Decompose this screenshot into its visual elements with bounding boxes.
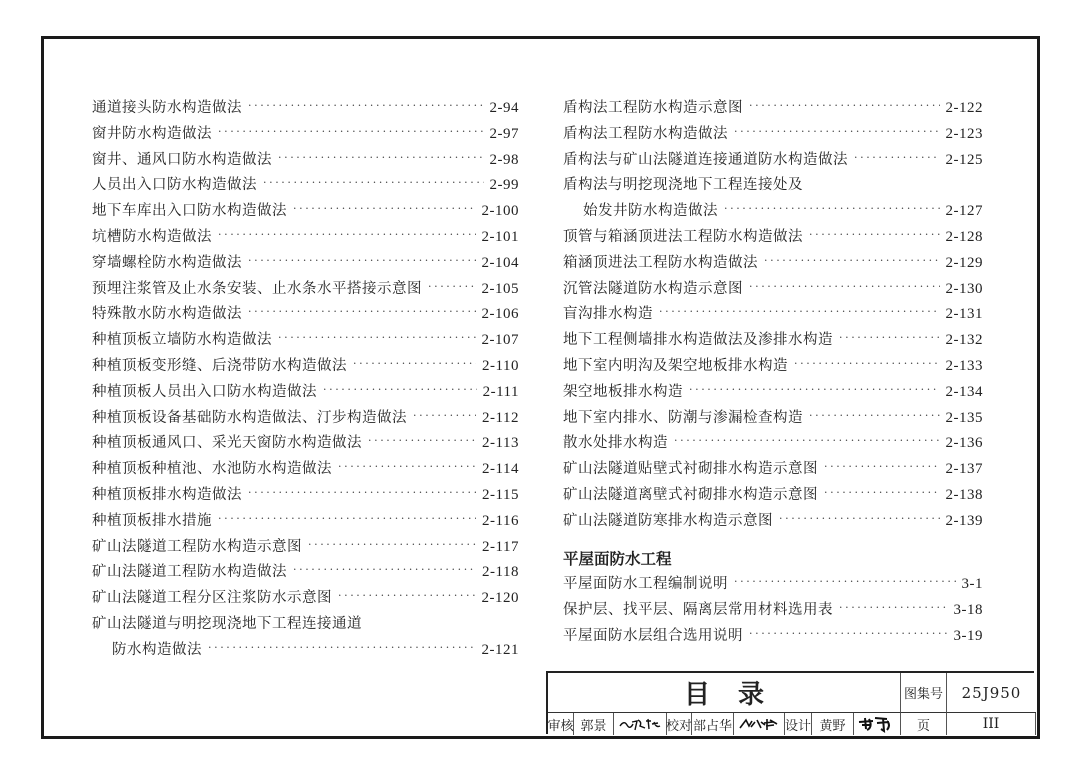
toc-entry-page: 2-107: [481, 332, 519, 349]
title-block: [546, 671, 1034, 734]
dot-leader: [263, 170, 484, 196]
dot-leader: [749, 621, 948, 647]
toc-entry-page: 2-125: [945, 151, 983, 168]
toc-entry-title: 始发井防水构造做法: [583, 203, 718, 220]
toc-entry-page: 2-121: [481, 641, 519, 658]
toc-entry-page: 2-115: [482, 486, 519, 503]
toc-entry-page: 2-101: [481, 228, 519, 245]
toc-entry-page: 2-133: [945, 357, 983, 374]
toc-entry-page: 2-97: [489, 125, 519, 142]
dot-leader: [218, 222, 476, 248]
toc-entry[interactable]: [92, 586, 519, 612]
toc-entry-title: 矿山法隧道工程防水构造示意图: [92, 538, 302, 555]
toc-entry-page: 2-94: [489, 100, 519, 116]
toc-entry-title: 穿墙螺栓防水构造做法: [92, 254, 242, 271]
toc-entry-title: 地下工程侧墙排水构造做法及渗排水构造: [563, 332, 833, 349]
toc-entry-title: 窗井、通风口防水构造做法: [92, 151, 272, 168]
dot-leader: [323, 377, 477, 403]
dot-leader: [734, 569, 956, 595]
dot-leader: [278, 325, 476, 351]
dot-leader: [353, 351, 476, 377]
toc-entry-title: 人员出入口防水构造做法: [92, 177, 257, 194]
drawing-title: 目录: [548, 673, 901, 713]
dot-leader: [248, 93, 484, 119]
toc-entry-continuation[interactable]: [92, 638, 519, 664]
toc-entry-page: 2-120: [481, 590, 519, 607]
toc-entry-title: 坑槽防水构造做法: [92, 228, 212, 245]
dot-leader: [308, 532, 476, 558]
toc-entry-title: 盾构法与明挖现浇地下工程连接处及: [563, 177, 803, 194]
dot-leader: [854, 145, 940, 171]
toc-entry-title: 种植顶板通风口、采光天窗防水构造做法: [92, 435, 362, 452]
dot-leader: [278, 145, 484, 171]
dot-leader: [218, 119, 484, 145]
check-label: 校对: [667, 713, 692, 735]
toc-entry[interactable]: [563, 509, 983, 535]
dot-leader: [839, 325, 940, 351]
toc-entry-page: 2-110: [482, 357, 519, 374]
toc-entry-title: 特殊散水防水构造做法: [92, 306, 242, 323]
toc-entry-title: 预埋注浆管及止水条安装、止水条水平搭接示意图: [92, 280, 422, 297]
toc-entry-page: 2-111: [482, 383, 519, 400]
design-name: 黄野: [812, 713, 854, 735]
toc-entry-title: 架空地板排水构造: [563, 383, 683, 400]
toc-entry[interactable]: [563, 624, 983, 650]
toc-entry-title: 盾构法与矿山法隧道连接通道防水构造做法: [563, 151, 848, 168]
toc-entry-page: 2-130: [945, 280, 983, 297]
atlas-number-value: 25J950: [947, 673, 1036, 713]
toc-entry-page: 2-122: [945, 100, 983, 116]
dot-leader: [794, 351, 940, 377]
dot-leader: [368, 428, 476, 454]
toc-entry-title: 通道接头防水构造做法: [92, 100, 242, 116]
design-label: 设计: [785, 713, 812, 735]
toc-entry-page: 2-106: [481, 306, 519, 323]
toc-entry-page: 2-134: [945, 383, 983, 400]
review-name: 郭景: [574, 713, 614, 735]
review-signature: [614, 713, 667, 735]
toc-entry-title: 种植顶板排水措施: [92, 512, 212, 529]
dot-leader: [208, 635, 476, 661]
toc-entry-page: 2-123: [945, 125, 983, 142]
toc-entry-title: 窗井防水构造做法: [92, 125, 212, 142]
toc-entry-title: 沉管法隧道防水构造示意图: [563, 280, 743, 297]
page-label: 页: [901, 713, 947, 735]
toc-entry-page: 3-19: [953, 627, 983, 644]
toc-entry-title: 种植顶板种植池、水池防水构造做法: [92, 461, 332, 478]
toc-entry-page: 2-132: [945, 332, 983, 349]
dot-leader: [248, 480, 476, 506]
dot-leader: [338, 454, 476, 480]
toc-entry-title: 种植顶板变形缝、后浇带防水构造做法: [92, 357, 347, 374]
toc-entry-title: 箱涵顶进法工程防水构造做法: [563, 254, 758, 271]
toc-entry-title: 矿山法隧道与明挖现浇地下工程连接通道: [92, 615, 362, 632]
toc-entry-page: 2-131: [945, 306, 983, 323]
dot-leader: [338, 583, 476, 609]
toc-entry-page: 2-136: [945, 435, 983, 452]
check-name: 部占华: [692, 713, 734, 735]
toc-entry-page: 2-116: [482, 512, 519, 529]
dot-leader: [674, 428, 940, 454]
toc-entry-page: 2-100: [481, 203, 519, 220]
toc-entry-title: 散水处排水构造: [563, 435, 668, 452]
dot-leader: [724, 196, 940, 222]
toc-entry-page: 2-117: [482, 538, 519, 555]
toc-entry-page: 3-1: [961, 576, 983, 593]
toc-entry-title: 盲沟排水构造: [563, 306, 653, 323]
dot-leader: [428, 274, 476, 300]
toc-entry-page: 2-128: [945, 228, 983, 245]
toc-entry-title: 矿山法隧道贴壁式衬砌排水构造示意图: [563, 461, 818, 478]
toc-entry-title: 矿山法隧道工程分区注浆防水示意图: [92, 590, 332, 607]
dot-leader: [293, 196, 476, 222]
toc-entry-page: 2-113: [482, 435, 519, 452]
review-label: 审核: [548, 713, 574, 735]
toc-entry-title: 种植顶板排水构造做法: [92, 486, 242, 503]
toc-entry-title: 防水构造做法: [112, 641, 202, 658]
toc-entry-title: 地下室内明沟及架空地板排水构造: [563, 357, 788, 374]
dot-leader: [659, 299, 940, 325]
toc-entry-title: 盾构法工程防水构造示意图: [563, 100, 743, 116]
toc-entry-page: 2-98: [489, 151, 519, 168]
toc-entry-page: 2-137: [945, 461, 983, 478]
toc-entry-title: 矿山法隧道离壁式衬砌排水构造示意图: [563, 486, 818, 503]
toc-entry-page: 2-135: [945, 409, 983, 426]
toc-entry-title: 种植顶板立墙防水构造做法: [92, 332, 272, 349]
toc-entry[interactable]: [563, 148, 983, 174]
toc-entry-page: 2-127: [945, 203, 983, 220]
toc-entry-title: 地下室内排水、防潮与渗漏检查构造: [563, 409, 803, 426]
toc-entry-title: 顶管与箱涵顶进法工程防水构造做法: [563, 228, 803, 245]
toc-entry-page: 2-104: [481, 254, 519, 271]
toc-entry-page: 2-118: [482, 564, 519, 581]
toc-entry-title: 矿山法隧道工程防水构造做法: [92, 564, 287, 581]
dot-leader: [764, 248, 940, 274]
dot-leader: [824, 454, 940, 480]
toc-entry-title: 种植顶板人员出入口防水构造做法: [92, 383, 317, 400]
toc-entry-page: 2-99: [489, 177, 519, 194]
dot-leader: [689, 377, 940, 403]
toc-entry-title: 矿山法隧道防寒排水构造示意图: [563, 512, 773, 529]
toc-entry-title: 平屋面防水层组合选用说明: [563, 627, 743, 644]
page-number: III: [947, 713, 1036, 735]
dot-leader: [749, 274, 940, 300]
dot-leader: [248, 248, 476, 274]
design-signature: [854, 713, 901, 735]
dot-leader: [839, 595, 948, 621]
toc-entry-title: 种植顶板设备基础防水构造做法、汀步构造做法: [92, 409, 407, 426]
dot-leader: [824, 480, 940, 506]
toc-entry-title: 平屋面防水工程编制说明: [563, 576, 728, 593]
dot-leader: [734, 119, 940, 145]
toc-entry-title: 地下车库出入口防水构造做法: [92, 203, 287, 220]
toc-entry-title: 保护层、找平层、隔离层常用材料选用表: [563, 602, 833, 619]
toc-entry-page: 2-139: [945, 512, 983, 529]
toc-entry-page: 2-112: [482, 409, 519, 426]
toc-left-column: [92, 96, 519, 664]
toc-entry-page: 3-18: [953, 602, 983, 619]
dot-leader: [248, 299, 476, 325]
dot-leader: [779, 506, 940, 532]
check-signature: [734, 713, 785, 735]
toc-entry-page: 2-138: [945, 486, 983, 503]
dot-leader: [218, 506, 476, 532]
dot-leader: [749, 93, 940, 119]
section-heading: 平屋面防水工程: [563, 549, 672, 568]
toc-right-column: [563, 96, 983, 650]
dot-leader: [413, 403, 476, 429]
dot-leader: [809, 222, 940, 248]
toc-entry-page: 2-105: [481, 280, 519, 297]
toc-entry-page: 2-114: [482, 461, 519, 478]
atlas-number-label: 图集号: [901, 673, 947, 713]
dot-leader: [293, 557, 476, 583]
toc-entry-page: 2-129: [945, 254, 983, 271]
toc-entry-title: 盾构法工程防水构造做法: [563, 125, 728, 142]
dot-leader: [809, 403, 940, 429]
